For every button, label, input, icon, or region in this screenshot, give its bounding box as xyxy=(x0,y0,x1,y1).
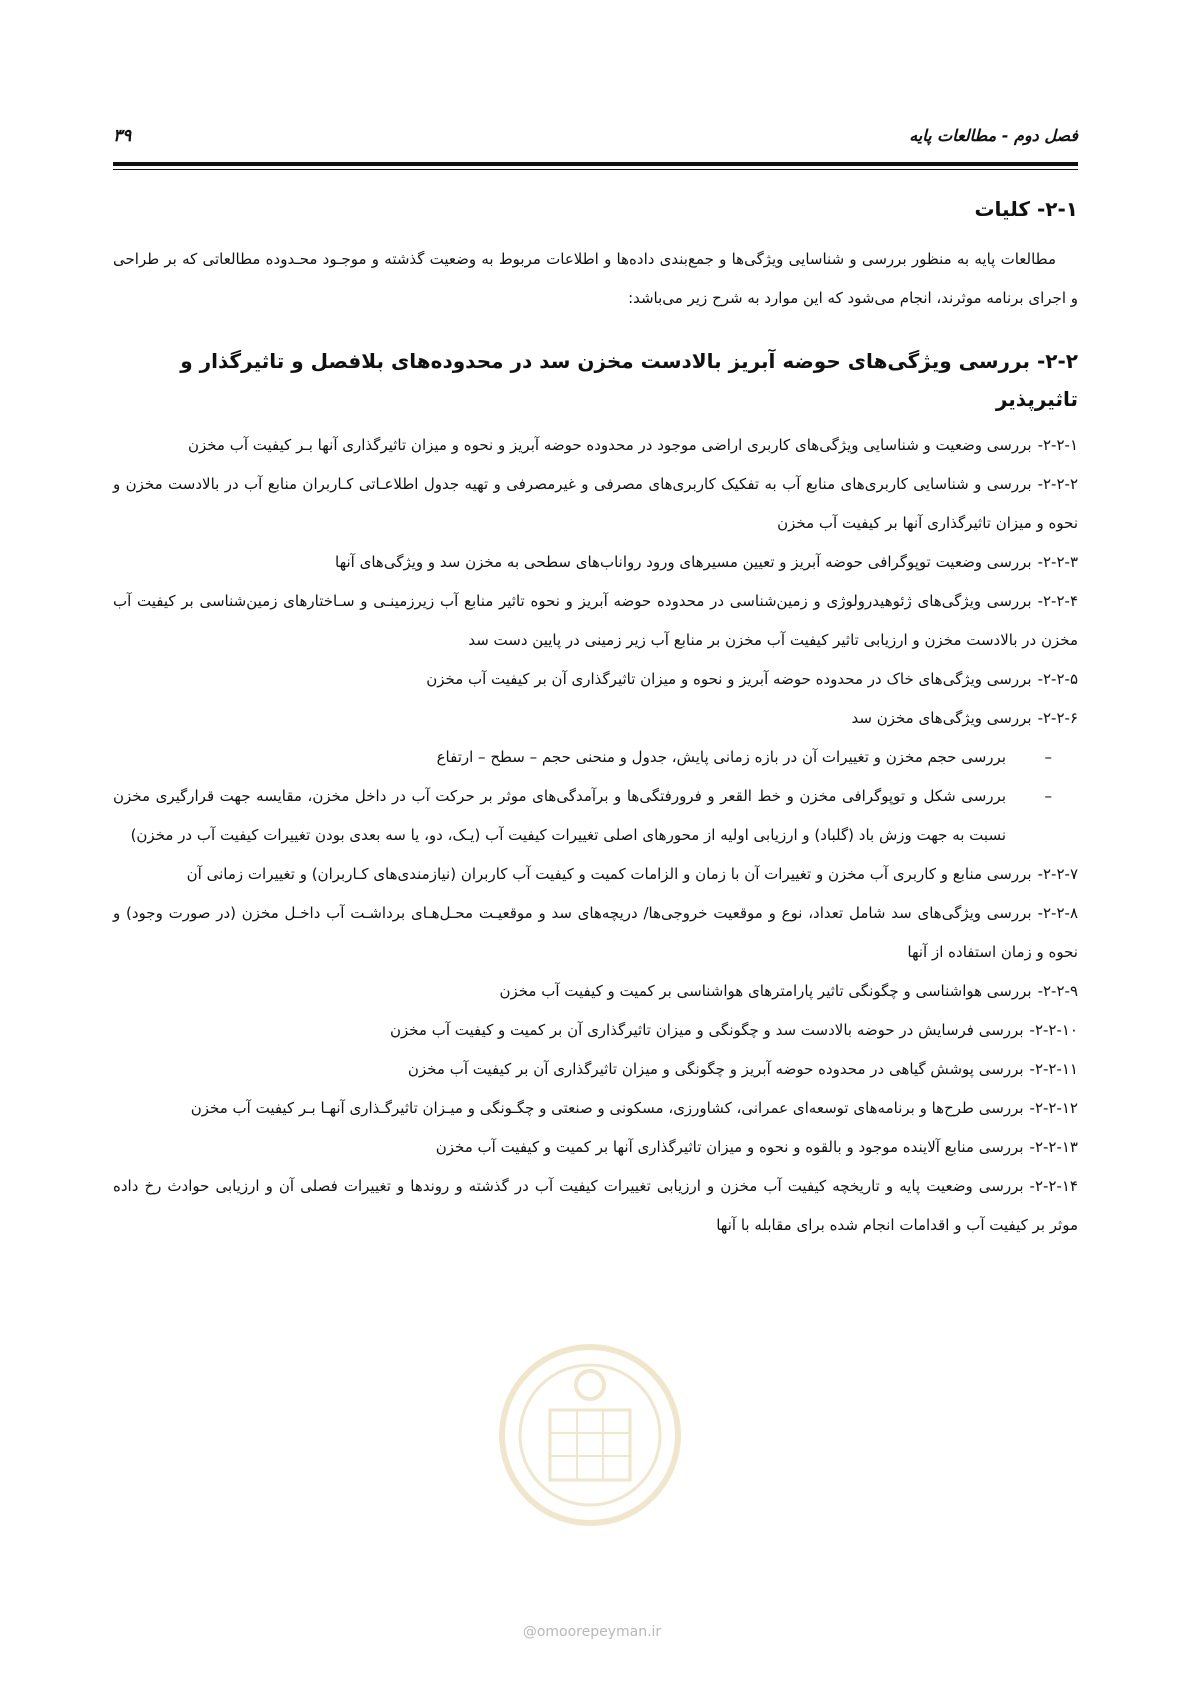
item-text: بررسی ویژگی‌های مخزن سد xyxy=(851,709,1032,727)
list-item xyxy=(113,660,1078,699)
watermark-url: @omoorepeyman.ir xyxy=(522,1624,662,1640)
list-item xyxy=(113,1011,1078,1050)
list-item xyxy=(113,855,1078,894)
item-number: ۲-۲-۱۴- xyxy=(1029,1177,1078,1195)
section-heading-general: ۲-۱- کلیات xyxy=(974,197,1078,221)
chapter-title: فصل دوم - مطالعات پایه xyxy=(909,126,1078,145)
header-rule-thin xyxy=(113,169,1078,170)
item-number: ۲-۲-۱۳- xyxy=(1029,1138,1078,1156)
items-list-b xyxy=(113,855,1078,1245)
items-list-a xyxy=(113,426,1078,738)
item-number: ۲-۲-۲- xyxy=(1037,475,1078,493)
sub-list-item xyxy=(113,738,1078,777)
item-number: ۲-۲-۴- xyxy=(1037,592,1078,610)
list-item xyxy=(113,699,1078,738)
sub-item-text: بررسی حجم مخزن و تغییرات آن در بازه زمانی پایش، جدول و منحنی حجم – سطح – ارتفاع xyxy=(436,748,1006,766)
item-text: بررسی وضعیت توپوگرافی حوضه آبریز و تعیین مسیرهای ورود رواناب‌های سطحی به مخزن سد و ویژگی‌های آنها xyxy=(335,553,1032,571)
item-number: ۲-۲-۸- xyxy=(1037,904,1078,922)
item-text: بررسی ویژگی‌های سد شامل تعداد، نوع و موقعیت خروجی‌ها/ دریچه‌های سد و موقعیـت محـل‌هـای برداشـت آب داخـل مخزن (در صورت وجود) و نحوه و زمان استفاده از آنها xyxy=(113,904,1078,961)
item-number: ۲-۲-۹- xyxy=(1037,982,1078,1000)
item-number: ۲-۲-۱۰- xyxy=(1029,1021,1078,1039)
item-text: بررسی ویژگی‌های خاک در محدوده حوضه آبریز و نحوه و میزان تاثیرگذاری آن بر کیفیت آب مخزن xyxy=(426,670,1032,688)
item-text: بررسی ویژگی‌های ژئوهیدرولوژی و زمین‌شناسی در محدوده حوضه آبریز و نحوه تاثیر منابع آب زیرزمینـی و سـاختارهای زمین‌شناسی بر کیفیت آب مخزن در بالادست مخزن و ارزیابی تاثیر کیفیت آب مخزن بر منابع آب زیر زمینی در پایین دست سد xyxy=(113,592,1078,649)
item-text: بررسی منابع آلاینده موجود و بالقوه و نحوه و میزان تاثیرگذاری آنها بر کمیت و کیفیت آب مخزن xyxy=(435,1138,1024,1156)
item-number: ۲-۲-۱۲- xyxy=(1029,1099,1078,1117)
running-header xyxy=(113,126,1078,160)
item-number: ۲-۲-۵- xyxy=(1037,670,1078,688)
list-item xyxy=(113,426,1078,465)
seal-inner-ring xyxy=(520,1365,660,1505)
item-text: بررسی هواشناسی و چگونگی تاثیر پارامترهای هواشناسی بر کمیت و کیفیت آب مخزن xyxy=(499,982,1032,1000)
item-number: ۲-۲-۱- xyxy=(1037,436,1078,454)
list-item xyxy=(113,582,1078,660)
item-text: بررسی فرسایش در حوضه بالادست سد و چگونگی و میزان تاثیرگذاری آن بر کمیت و کیفیت آب مخزن xyxy=(389,1021,1024,1039)
item-number: ۲-۲-۳- xyxy=(1037,553,1078,571)
item-number: ۲-۲-۱۱- xyxy=(1029,1060,1078,1078)
list-item xyxy=(113,1167,1078,1245)
main-content xyxy=(113,190,1078,1245)
list-item xyxy=(113,1089,1078,1128)
list-item xyxy=(113,543,1078,582)
item-number: ۲-۲-۷- xyxy=(1037,865,1078,883)
reservoir-sub-list xyxy=(113,738,1078,855)
list-item xyxy=(113,972,1078,1011)
list-item xyxy=(113,1128,1078,1167)
dash-bullet: – xyxy=(1044,748,1052,766)
seal-grid xyxy=(550,1410,630,1480)
seal-gear xyxy=(576,1371,604,1399)
item-text: بررسی و شناسایی کاربری‌های منابع آب به تفکیک کاربری‌های مصرفی و غیرمصرفی و تهیه جدول اطلاعـاتی کـاربران منابع آب در بالادست مخزن و نحوه و میزان تاثیرگذاری آنها بر کیفیت آب مخزن xyxy=(113,475,1078,532)
sub-list-item xyxy=(113,777,1078,855)
intro-paragraph: مطالعات پایه به منظور بررسی و شناسایی ویژگی‌ها و جمع‌بندی داده‌ها و اطلاعات مربوط به وضعیت گذشته و موجـود محـدوده مطالعاتی که بر طراحی و اجرای برنامه موثرند، انجام می‌شود که این موارد به شرح زیر می‌باشد: xyxy=(113,250,1078,307)
sub-item-text: بررسی شکل و توپوگرافی مخزن و خط القعر و فرورفتگی‌ها و برآمدگی‌های موثر بر حرکت آب در داخل مخزن، مقایسه جهت قرارگیری مخزن نسبت به جهت وزش باد (گلباد) و ارزیابی اولیه از محورهای اصلی تغییرات کیفیت آب (یـک، دو، یا سه بعدی بودن تغییرات کیفیت آب در مخزن) xyxy=(113,787,1006,844)
page-number: ۳۹ xyxy=(113,126,132,146)
item-text: بررسی پوشش گیاهی در محدوده حوضه آبریز و چگونگی و میزان تاثیرگذاری آن بر کیفیت آب مخزن xyxy=(407,1060,1024,1078)
header-rule-thick xyxy=(113,162,1078,166)
dash-bullet: – xyxy=(1044,787,1052,805)
item-text: بررسی وضعیت پایه و تاریخچه کیفیت آب مخزن و ارزیابی تغییرات کیفیت آب در گذشته و روندها و تغییرات فصلی آن و ارزیابی حوادث رخ داده موثر بر کیفیت آب و اقدامات انجام شده برای مقابله با آنها xyxy=(113,1177,1078,1234)
list-item xyxy=(113,894,1078,972)
item-text: بررسی وضعیت و شناسایی ویژگی‌های کاربری اراضی موجود در محدوده حوضه آبریز و نحوه و میزان تاثیرگذاری آنها بـر کیفیت آب مخزن xyxy=(187,436,1032,454)
item-text: بررسی طرح‌ها و برنامه‌های توسعه‌ای عمرانی، کشاورزی، مسکونی و صنعتی و چگـونگی و میـزان تاثیرگـذاری آنهـا بـر کیفیت آب مخزن xyxy=(190,1099,1024,1117)
seal-outer-ring xyxy=(502,1347,678,1523)
list-item xyxy=(113,465,1078,543)
item-number: ۲-۲-۶- xyxy=(1037,709,1078,727)
list-item xyxy=(113,1050,1078,1089)
section-heading-watershed: ۲-۲- بررسی ویژگی‌های حوضه آبریز بالادست مخزن سد در محدوده‌های بلافصل و تاثیرگذار و تاثیرپذیر xyxy=(180,349,1078,411)
watermark-seal-icon xyxy=(495,1340,685,1530)
item-text: بررسی منابع و کاربری آب مخزن و تغییرات آن با زمان و الزامات کمیت و کیفیت آب کاربران (نیازمندی‌های کـاربران) و تغییرات زمانی آن xyxy=(186,865,1032,883)
